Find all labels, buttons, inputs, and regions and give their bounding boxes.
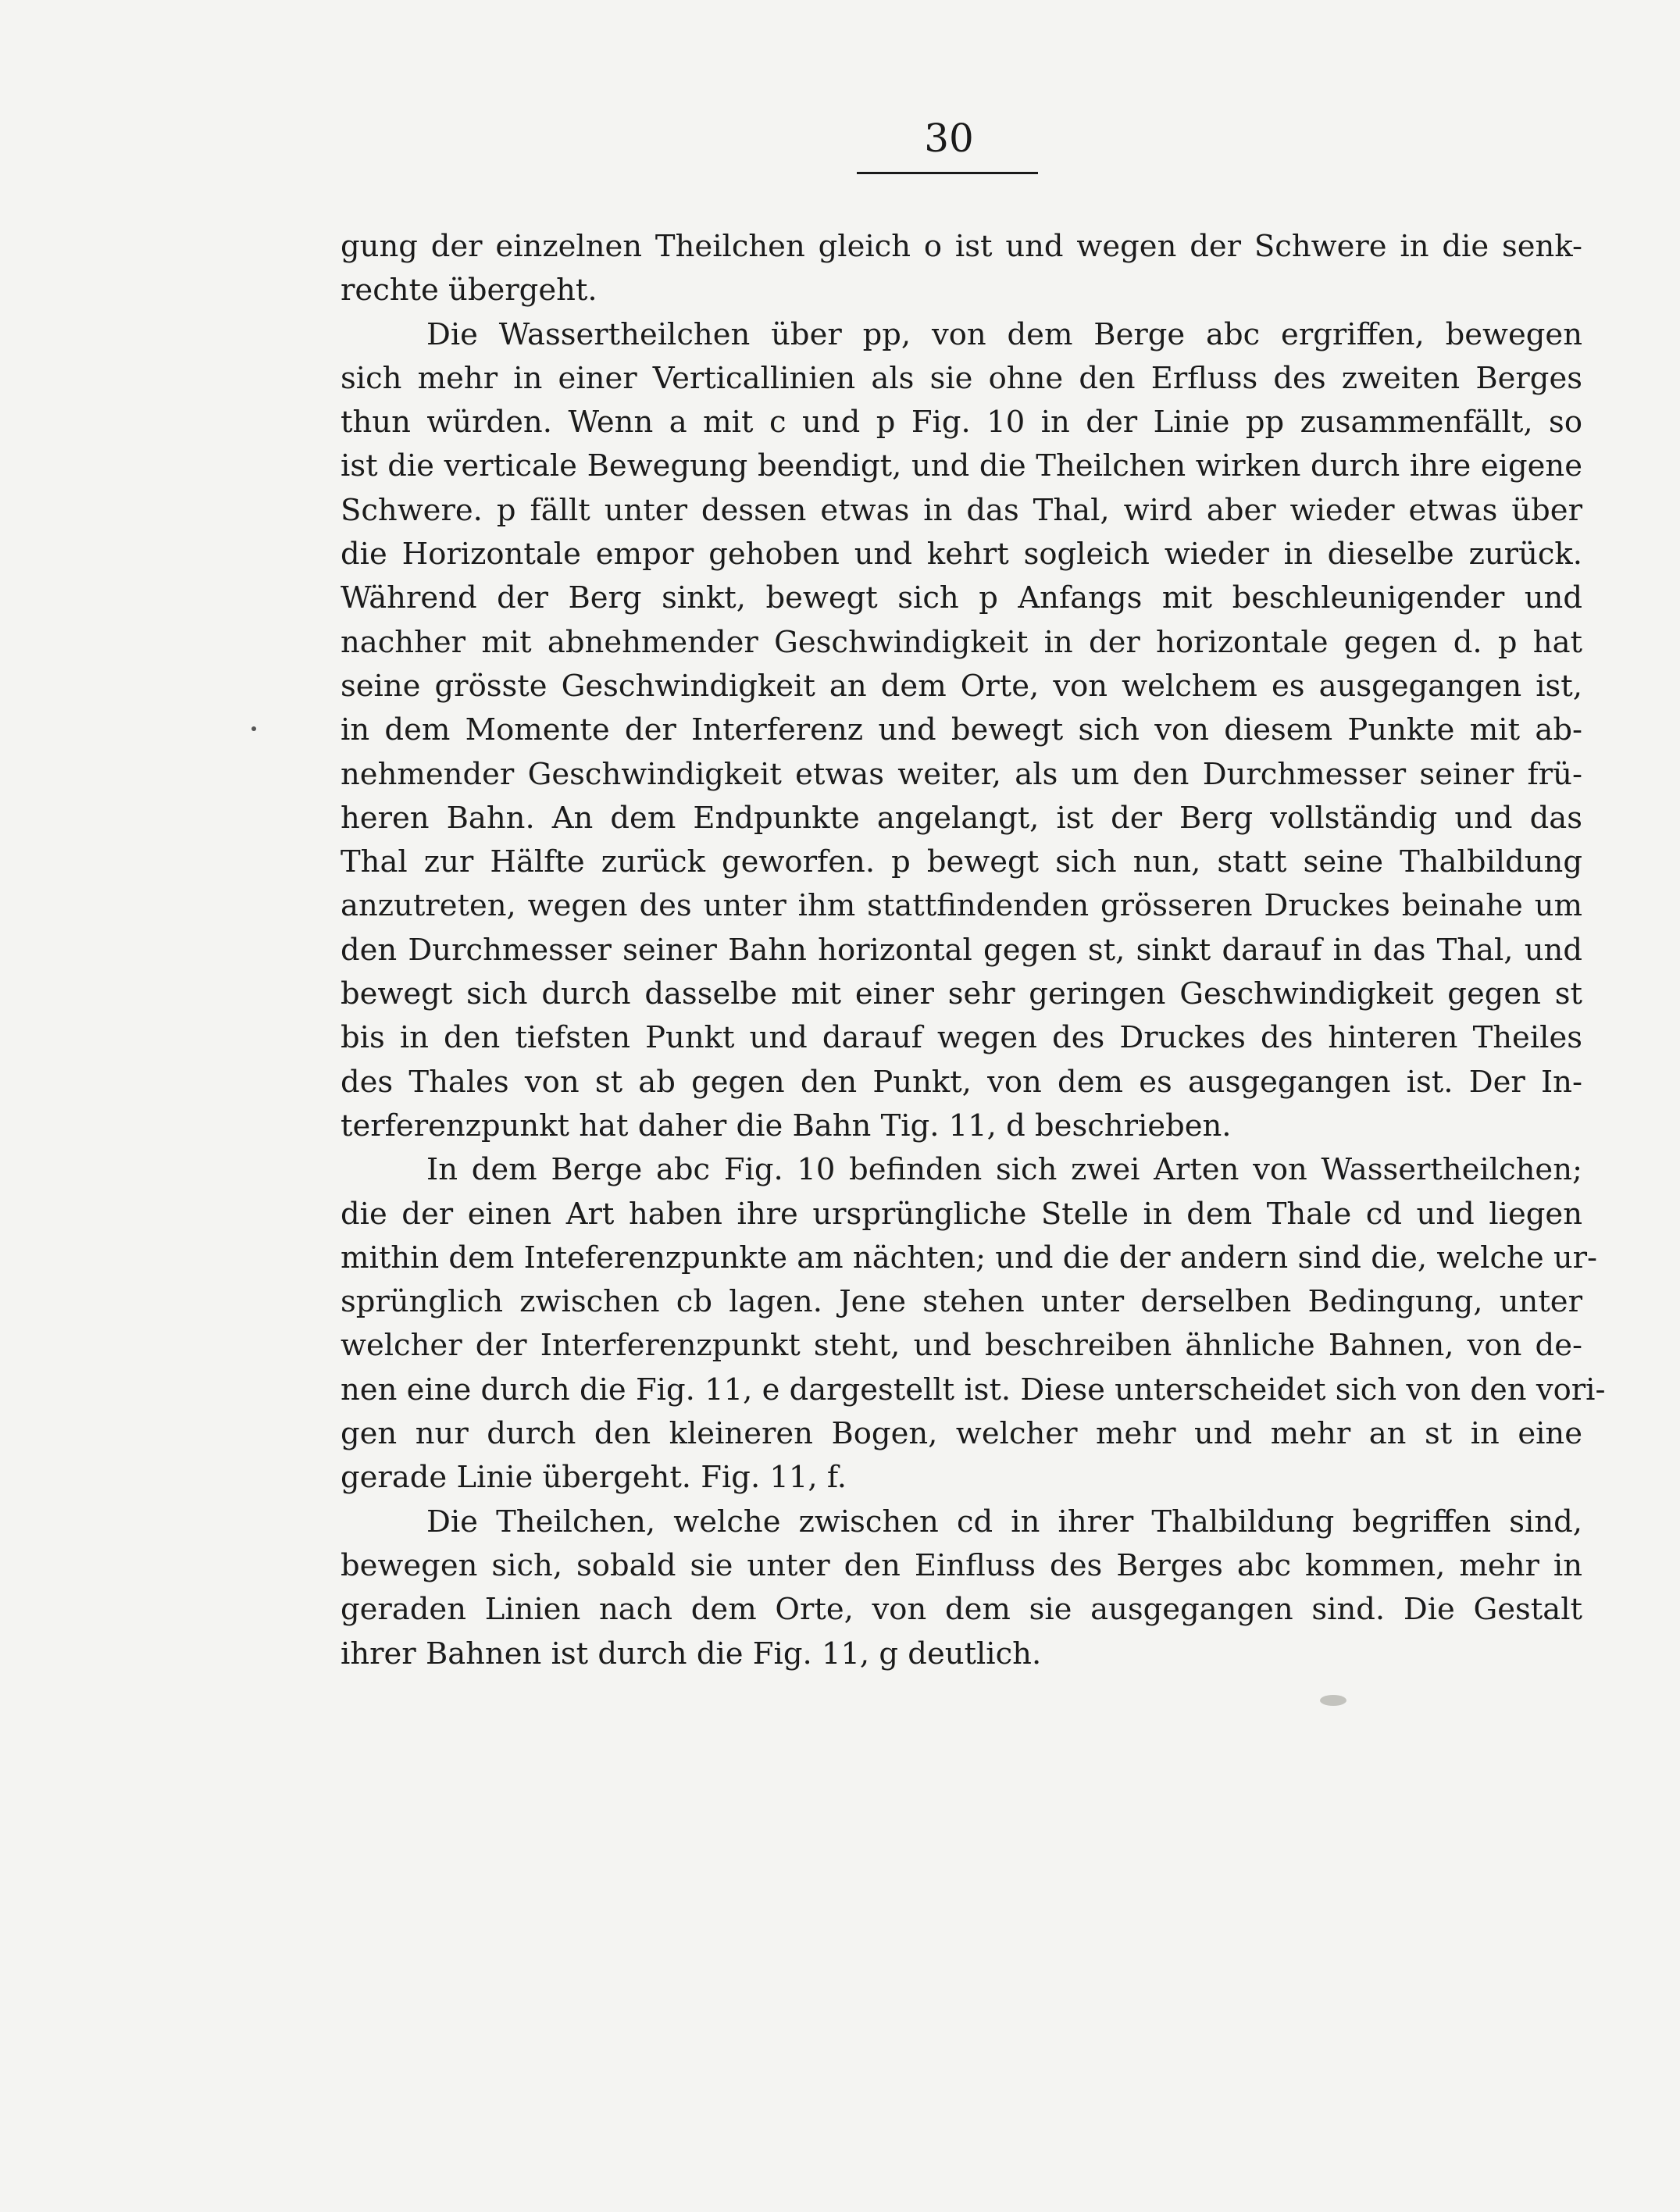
- text-line: Während der Berg sinkt, bewegt sich p Anfangs mit beschleunigender und: [341, 580, 1582, 616]
- text-line: bewegt sich durch dasselbe mit einer sehr geringen Geschwindigkeit gegen st: [341, 976, 1582, 1012]
- text-line: die Horizontale empor gehoben und kehrt sogleich wieder in dieselbe zurück.: [341, 537, 1582, 573]
- text-line: Schwere. p fällt unter dessen etwas in das Thal, wird aber wieder etwas über: [341, 492, 1582, 528]
- text-line: heren Bahn. An dem Endpunkte angelangt, ist der Berg vollständig und das: [341, 800, 1582, 836]
- page-number: 30: [924, 116, 974, 161]
- text-line: bewegen sich, sobald sie unter den Einfluss des Berges abc kommen, mehr in: [341, 1547, 1582, 1583]
- text-line: die der einen Art haben ihre ursprüngliche Stelle in dem Thale cd und liegen: [341, 1196, 1582, 1232]
- text-line: gung der einzelnen Theilchen gleich o ist und wegen der Schwere in die senk-: [341, 229, 1582, 264]
- text-line: anzutreten, wegen des unter ihm stattfindenden grösseren Druckes beinahe um: [341, 888, 1582, 924]
- text-line: sich mehr in einer Verticallinien als sie ohne den Erfluss des zweiten Berges: [341, 360, 1582, 396]
- paragraph-1: [341, 225, 1582, 313]
- text-line: sprünglich zwischen cb lagen. Jene stehen unter derselben Bedingung, unter: [341, 1284, 1582, 1320]
- text-line: thun würden. Wenn a mit c und p Fig. 10 in der Linie pp zusammenfällt, so: [341, 405, 1582, 441]
- text-line: Die Theilchen, welche zwischen cd in ihrer Thalbildung begriffen sind,: [426, 1504, 1582, 1539]
- ink-stain: [1320, 1695, 1346, 1706]
- text-line: welcher der Interferenzpunkt steht, und beschreiben ähnliche Bahnen, von de-: [341, 1328, 1582, 1364]
- text-line: nen eine durch die Fig. 11, e dargestellt ist. Diese unterscheidet sich von den vori-: [341, 1372, 1606, 1407]
- text-line: Thal zur Hälfte zurück geworfen. p bewegt sich nun, statt seine Thalbildung: [341, 844, 1582, 880]
- text-line: gen nur durch den kleineren Bogen, welcher mehr und mehr an st in eine: [341, 1416, 1582, 1452]
- ink-speck: [251, 726, 256, 731]
- text-line: geraden Linien nach dem Orte, von dem sie ausgegangen sind. Die Gestalt: [341, 1592, 1582, 1628]
- text-line: nehmender Geschwindigkeit etwas weiter, als um den Durchmesser seiner frü-: [341, 756, 1582, 792]
- text-line: den Durchmesser seiner Bahn horizontal gegen st, sinkt darauf in das Thal, und: [341, 932, 1582, 968]
- paragraph-3: [341, 1148, 1606, 1500]
- text-line: mithin dem Inteferenzpunkte am nächten; und die der andern sind die, welche ur-: [341, 1240, 1598, 1275]
- text-line: gerade Linie übergeht. Fig. 11, f.: [341, 1460, 847, 1496]
- text-line: des Thales von st ab gegen den Punkt, von dem es ausgegangen ist. Der In-: [341, 1064, 1582, 1100]
- text-line: terferenzpunkt hat daher die Bahn Tig. 11, d beschrieben.: [341, 1108, 1232, 1143]
- paragraph-4: [341, 1500, 1582, 1676]
- body-text: [341, 225, 1606, 1676]
- header-rule: [857, 172, 1038, 174]
- text-line: Die Wassertheilchen über pp, von dem Berge abc ergriffen, bewegen: [426, 316, 1582, 352]
- text-line: seine grösste Geschwindigkeit an dem Orte, von welchem es ausgegangen ist,: [341, 668, 1582, 704]
- text-line: in dem Momente der Interferenz und bewegt sich von diesem Punkte mit ab-: [341, 712, 1582, 748]
- text-line: In dem Berge abc Fig. 10 befinden sich zwei Arten von Wassertheilchen;: [426, 1152, 1582, 1188]
- paragraph-2: [341, 313, 1582, 1149]
- text-line: nachher mit abnehmender Geschwindigkeit in der horizontale gegen d. p hat: [341, 624, 1582, 660]
- text-line: ist die verticale Bewegung beendigt, und die Theilchen wirken durch ihre eigene: [341, 448, 1582, 484]
- text-line: rechte übergeht.: [341, 273, 597, 309]
- text-line: ihrer Bahnen ist durch die Fig. 11, g deutlich.: [341, 1636, 1042, 1671]
- text-line: bis in den tiefsten Punkt und darauf wegen des Druckes des hinteren Theiles: [341, 1020, 1582, 1056]
